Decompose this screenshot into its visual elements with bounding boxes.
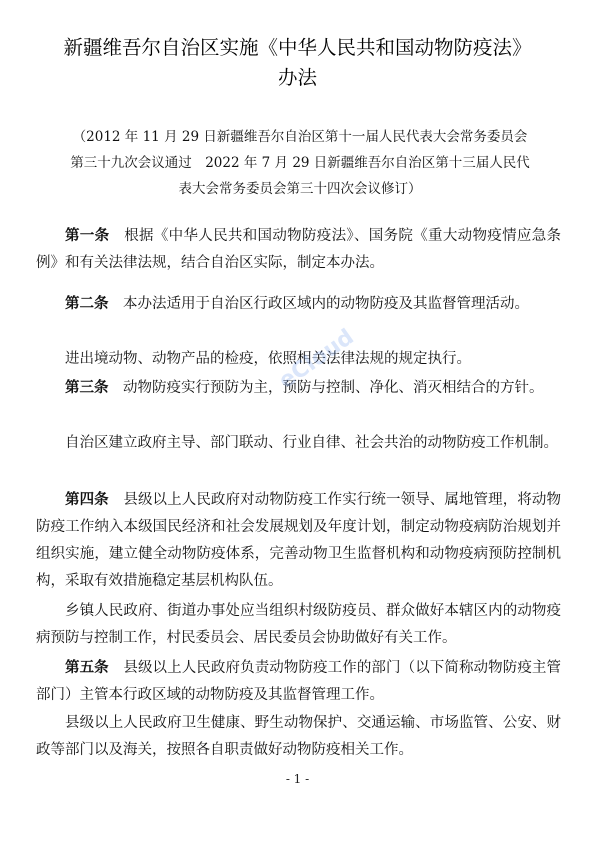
subtitle-line-2: 第三十九次会议通过 2022 年 7 月 29 日新疆维吾尔自治区第十三届人民代	[70, 155, 530, 171]
paragraph-text: 自治区建立政府主导、部门联动、行业自律、社会共治的动物防疫工作机制。	[65, 435, 558, 451]
article-text: 动物防疫实行预防为主，预防与控制、净化、消灭相结合的方针。	[123, 380, 544, 396]
article-text: 根据《中华人民共和国动物防疫法》、国务院《重大动物疫情应急条例》和有关法律法规，结合自治区实际，制定本办法。	[36, 228, 562, 271]
paragraph	[36, 598, 561, 652]
article-text: 县级以上人民政府对动物防疫工作实行统一领导、属地管理，将动物防疫工作纳入本级国民经济和社会发展规划及年度计划，制定动物疫病防治规划并组织实施，建立健全动物防疫体系，完善动物卫生监督机构和动物疫病预防控制机构，采取有效措施稳定基层机构队伍。	[36, 492, 562, 589]
article-label: 第五条	[65, 659, 109, 676]
document-subtitle	[40, 124, 560, 202]
subtitle-line-1: （2012 年 11 月 29 日新疆维吾尔自治区第十一届人民代表大会常务委员会	[72, 129, 528, 145]
title-line-1: 新疆维吾尔自治区实施《中华人民共和国动物防疫法》	[63, 36, 532, 59]
subtitle-line-3: 表大会常务委员会第三十四次会议修订）	[178, 181, 422, 197]
article-text: 本办法适用于自治区行政区域内的动物防疫及其监督管理活动。	[123, 296, 529, 312]
article-text: 县级以上人民政府负责动物防疫工作的部门（以下简称动物防疫主管部门）主管本行政区域的动物防疫及其监督管理工作。	[36, 660, 562, 703]
article-2	[36, 290, 561, 318]
paragraph-text: 县级以上人民政府卫生健康、野生动物保护、交通运输、市场监管、公安、财政等部门以及海关，按照各自职责做好动物防疫相关工作。	[36, 715, 561, 758]
article-label: 第一条	[65, 227, 110, 244]
title-line-2: 办法	[277, 66, 317, 89]
paragraph	[36, 430, 561, 457]
watermark-logo: eCloud	[274, 324, 359, 395]
paragraph	[36, 710, 561, 764]
article-4	[36, 486, 561, 595]
paragraph-text: 乡镇人民政府、街道办事处应当组织村级防疫员、群众做好本辖区内的动物疫病预防与控制工作，村民委员会、居民委员会协助做好有关工作。	[36, 603, 561, 646]
article-label: 第三条	[65, 379, 109, 396]
article-label: 第二条	[65, 295, 109, 312]
article-label: 第四条	[65, 491, 109, 508]
document-title	[30, 33, 565, 93]
article-5	[36, 654, 561, 709]
article-1	[36, 222, 561, 277]
paragraph-text: 进出境动物、动物产品的检疫，依照相关法律法规的规定执行。	[65, 351, 471, 367]
page-number: - 1 -	[285, 772, 310, 786]
